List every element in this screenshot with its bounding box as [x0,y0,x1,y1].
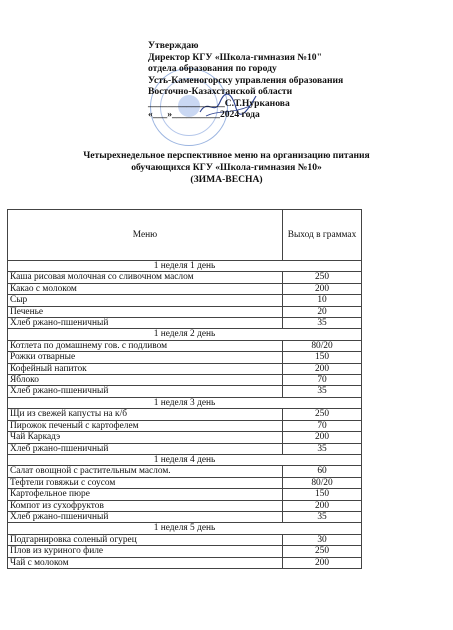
dish-grams: 35 [283,318,362,329]
dish-name: Салат овощной с растительным маслом. [8,466,283,477]
dish-name: Чай с молоком [8,557,283,568]
dish-grams: 10 [283,295,362,306]
dish-grams: 35 [283,511,362,522]
dish-grams: 250 [283,272,362,283]
table-row [8,466,362,477]
week-day-label: 1 неделя 4 день [8,454,362,465]
table-row [8,477,362,488]
table-row [8,511,362,522]
header-output-grams: Выход в граммах [283,210,362,261]
table-row [8,557,362,568]
approval-line: Восточно-Казахстанской области [148,86,293,97]
table-row [8,534,362,545]
week-day-row [8,329,362,340]
dish-name: Кофейный напиток [8,363,283,374]
approval-line: Утверждаю [148,40,199,51]
dish-grams: 200 [283,500,362,511]
dish-grams: 80/20 [283,340,362,351]
table-row [8,352,362,363]
menu-table [7,209,362,569]
document-title [0,150,453,186]
week-day-label: 1 неделя 3 день [8,397,362,408]
table-row [8,489,362,500]
title-line-1: Четырехнедельное перспективное меню на организацию питания [83,150,370,161]
table-row [8,443,362,454]
dish-name: Чай Каркадэ [8,432,283,443]
approval-line: Усть-Каменогорску управления образования [148,74,344,86]
dish-grams: 70 [283,420,362,431]
dish-grams: 200 [283,283,362,294]
dish-grams: 200 [283,557,362,568]
dish-name: Щи из свежей капусты на к/б [8,409,283,420]
dish-name: Хлеб ржано-пшеничный [8,386,283,397]
dish-name: Хлеб ржано-пшеничный [8,318,283,329]
table-row [8,283,362,294]
dish-name: Сыр [8,295,283,306]
dish-name: Подгарнировка соленый огурец [8,534,283,545]
dish-name: Печенье [8,306,283,317]
dish-name: Каша рисовая молочная со сливочном маслом [8,272,283,283]
approval-line: «___»__________2024 года [148,109,260,120]
dish-name: Тефтели говяжьи с соусом [8,477,283,488]
dish-grams: 150 [283,489,362,500]
table-row [8,306,362,317]
dish-grams: 80/20 [283,477,362,488]
table-row [8,295,362,306]
table-row [8,500,362,511]
dish-grams: 70 [283,375,362,386]
approval-line: Директор КГУ «Школа-гимназия №10" [148,51,322,63]
week-day-row [8,261,362,272]
dish-name: Хлеб ржано-пшеничный [8,443,283,454]
table-row [8,420,362,431]
week-day-row [8,523,362,534]
week-day-row [8,397,362,408]
title-line-3: (ЗИМА-ВЕСНА) [190,174,263,185]
approval-line: отдела образования по городу [148,63,277,74]
dish-grams: 35 [283,443,362,454]
dish-grams: 150 [283,352,362,363]
week-day-label: 1 неделя 1 день [8,261,362,272]
week-day-label: 1 неделя 2 день [8,329,362,340]
dish-grams: 20 [283,306,362,317]
dish-grams: 200 [283,432,362,443]
dish-name: Компот из сухофруктов [8,500,283,511]
dish-grams: 250 [283,409,362,420]
menu-table-body [8,261,362,569]
approval-block [148,40,388,121]
dish-name: Пирожок печеный с картофелем [8,420,283,431]
table-row [8,432,362,443]
table-row [8,386,362,397]
table-header-row [8,210,362,261]
table-row [8,272,362,283]
dish-grams: 35 [283,386,362,397]
table-row [8,363,362,374]
dish-name: Яблоко [8,375,283,386]
dish-name: Какао с молоком [8,283,283,294]
table-row [8,375,362,386]
dish-name: Картофельное пюре [8,489,283,500]
table-row [8,409,362,420]
dish-name: Плов из куриного филе [8,546,283,557]
dish-grams: 60 [283,466,362,477]
table-row [8,340,362,351]
table-row [8,318,362,329]
dish-grams: 30 [283,534,362,545]
dish-grams: 250 [283,546,362,557]
dish-name: Рожки отварные [8,352,283,363]
approval-line: ________________С.Т.Нурканова [148,97,290,109]
week-day-label: 1 неделя 5 день [8,523,362,534]
dish-grams: 200 [283,363,362,374]
dish-name: Котлета по домашнему гов. с подливом [8,340,283,351]
header-menu: Меню [8,210,283,261]
title-line-2: обучающихся КГУ «Школа-гимназия №10» [131,162,322,173]
week-day-row [8,454,362,465]
dish-name: Хлеб ржано-пшеничный [8,511,283,522]
table-row [8,546,362,557]
